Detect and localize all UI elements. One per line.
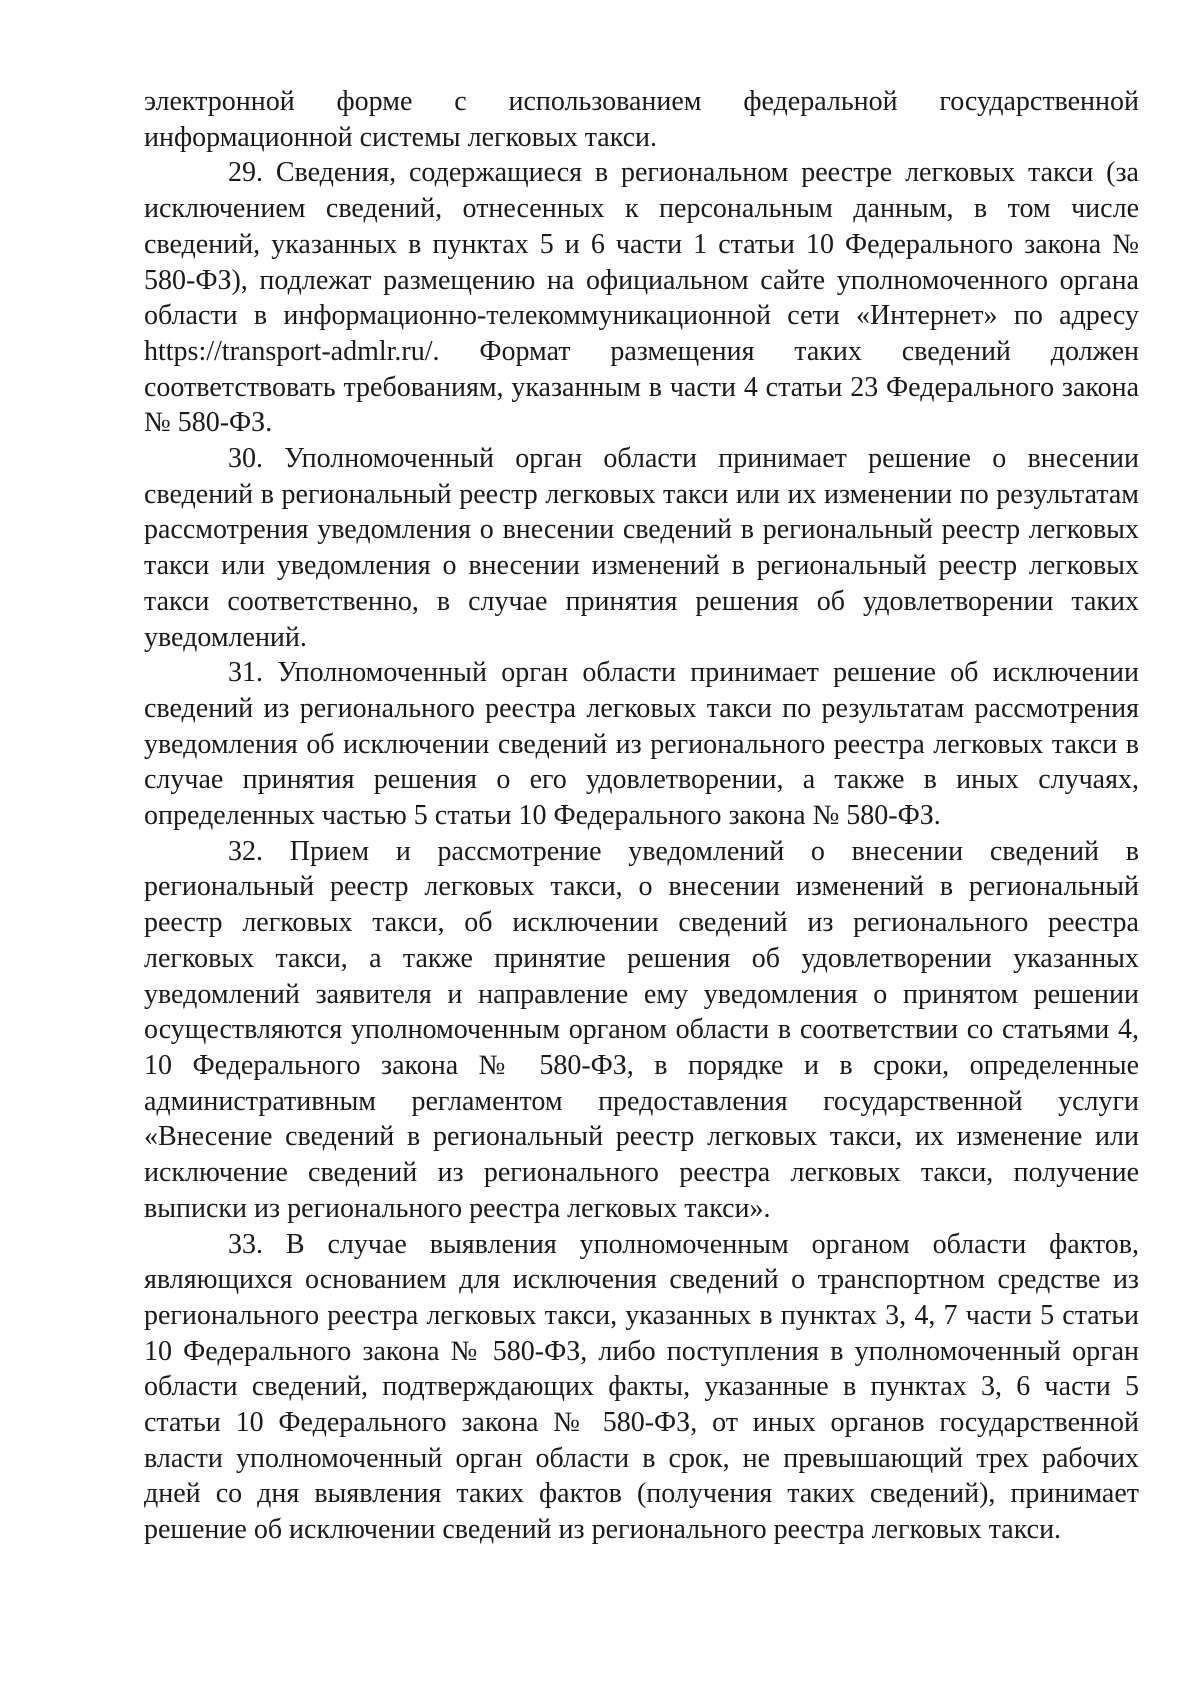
paragraph-30: 30. Уполномоченный орган области принимает решение о внесении сведений в региональный реестр легковых такси или их изменении по результатам рассмотрения уведомления о внесении сведений в региональный реестр легковых такси или уведомления о внесении изменений в региональный реестр легковых такси соответственно, в случае принятия решения об удовлетворении таких уведомлений. (144, 443, 1139, 653)
paragraph-33: 33. В случае выявления уполномоченным органом области фактов, являющихся основанием для исключения сведений о транспортном средстве из регионального реестра легковых такси, указанных в пунктах 3, 4, 7 части 5 статьи 10 Федерального закона № 580-ФЗ, либо поступления в уполномоченный орган области сведений, подтверждающих факты, указанные в пунктах 3, 6 части 5 статьи 10 Федерального закона № 580-ФЗ, от иных органов государственной власти уполномоченный орган области в срок, не превышающий трех рабочих дней со дня выявления таких фактов (получения таких сведений), принимает решение об исключении сведений из регионального реестра легковых такси. (144, 1228, 1139, 1546)
paragraph-continuation: электронной форме с использованием федеральной государственной информационной системы легковых такси. (144, 86, 1139, 153)
paragraph-29: 29. Сведения, содержащиеся в региональном реестре легковых такси (за исключением сведений, отнесенных к персональным данным, в том числе сведений, указанных в пунктах 5 и 6 части 1 статьи 10 Федерального закона № 580-ФЗ), подлежат размещению на официальном сайте уполномоченного органа области в информационно-телекоммуникационной сети «Интернет» по адресу https://transport-admlr.ru/. Формат размещения таких сведений должен соответствовать требованиям, указанным в части 4 статьи 23 Федерального закона № 580-ФЗ. (144, 157, 1139, 439)
paragraph-32: 32. Прием и рассмотрение уведомлений о внесении сведений в региональный реестр легковых такси, о внесении изменений в региональный реестр легковых такси, об исключении сведений из регионального реестра легковых такси, а также принятие решения об удовлетворении указанных уведомлений заявителя и направление ему уведомления о принятом решении осуществляются уполномоченным органом области в соответствии со статьями 4, 10 Федерального закона № 580-ФЗ, в порядке и в сроки, определенные административным регламентом предоставления государственной услуги «Внесение сведений в региональный реестр легковых такси, их изменение или исключение сведений из регионального реестра легковых такси, получение выписки из регионального реестра легковых такси». (144, 835, 1139, 1224)
paragraph-31: 31. Уполномоченный орган области принимает решение об исключении сведений из регионального реестра легковых такси по результатам рассмотрения уведомления об исключении сведений из регионального реестра легковых такси в случае принятия решения о его удовлетворении, а также в иных случаях, определенных частью 5 статьи 10 Федерального закона № 580-ФЗ. (144, 657, 1139, 832)
document-body (144, 84, 1139, 1548)
